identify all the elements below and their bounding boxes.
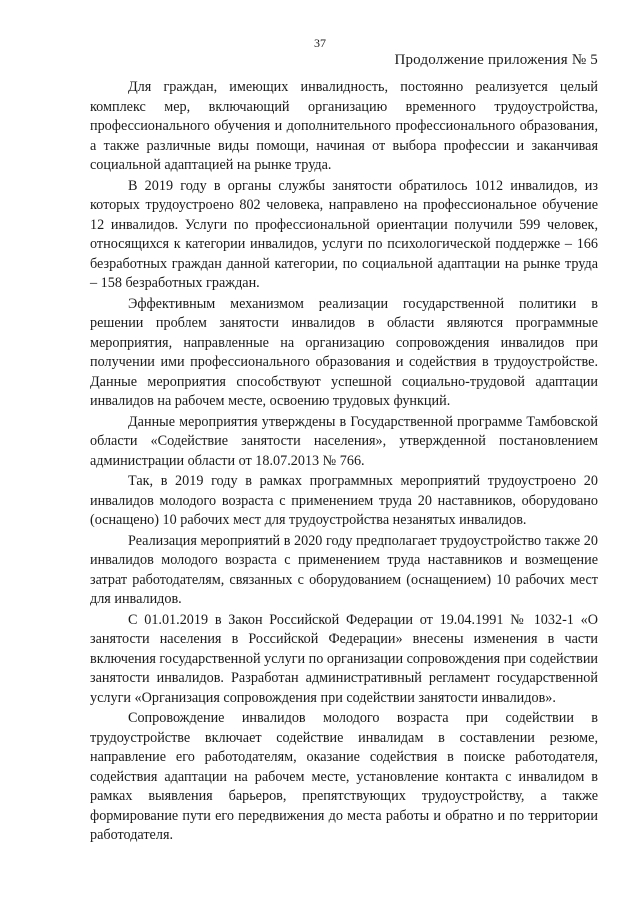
page-number: 37: [314, 36, 326, 50]
paragraph: Так, в 2019 году в рамках программных мероприятий трудоустроено 20 инвалидов молодого возраста с применением труда 20 наставников, оборудовано (оснащено) 10 рабочих мест для трудоустройства незанятых инвалидов.: [90, 473, 598, 528]
paragraph: Эффективным механизмом реализации государственной политики в решении проблем занятости инвалидов в области являются программные мероприятия, направленные на организацию сопровождения инвалидов при получении ими профессионального образования и содействия в трудоустройстве. Данные мероприятия способствуют успешной социально-трудовой адаптации инвалидов на рабочем месте, освоению трудовых функций.: [90, 295, 598, 409]
paragraph: Сопровождение инвалидов молодого возраста при содействии в трудоустройстве включает содействие инвалидам в составлении резюме, направление его работодателям, оказание содействия в поиске работодателя, содействия адаптации на рабочем месте, установление контакта с инвалидом в рамках выявления барьеров, препятствующих трудоустройству, а также формирование пути его передвижения до места работы и обратно и по территории работодателя.: [90, 710, 598, 843]
body-text: [90, 78, 598, 847]
paragraph: С 01.01.2019 в Закон Российской Федерации от 19.04.1991 № 1032-1 «О занятости населения в Российской Федерации» внесены изменения в части включения государственной услуги по организации сопровождения при содействии занятости инвалидов. Разработан административный регламент государственной услуги «Организация сопровождения при содействии занятости инвалидов».: [90, 611, 598, 706]
paragraph: Данные мероприятия утверждены в Государственной программе Тамбовской области «Содействие занятости населения», утвержденной постановлением администрации области от 18.07.2013 № 766.: [90, 413, 598, 469]
appendix-continuation-label: Продолжение приложения № 5: [394, 52, 598, 68]
paragraph: Реализация мероприятий в 2020 году предполагает трудоустройство также 20 инвалидов молодого возраста с применением труда наставников и возмещение затрат работодателям, связанных с оборудованием (оснащением) 10 рабочих мест для инвалидов.: [90, 532, 598, 607]
paragraph: Для граждан, имеющих инвалидность, постоянно реализуется целый комплекс мер, включающий организацию временного трудоустройства, профессионального обучения и дополнительного профессионального образования, а также различные виды помощи, начиная от выбора профессии и заканчивая социальной адаптацией на рынке труда.: [90, 79, 598, 173]
paragraph: В 2019 году в органы службы занятости обратилось 1012 инвалидов, из которых трудоустроено 802 человека, направлено на профессиональное обучение 12 инвалидов. Услуги по профессиональной ориентации получили 599 человек, относящихся к категории инвалидов, услуги по психологической поддержке – 166 безработных граждан данной категории, по социальной адаптации на рынке труда – 158 безработных граждан.: [90, 177, 598, 291]
